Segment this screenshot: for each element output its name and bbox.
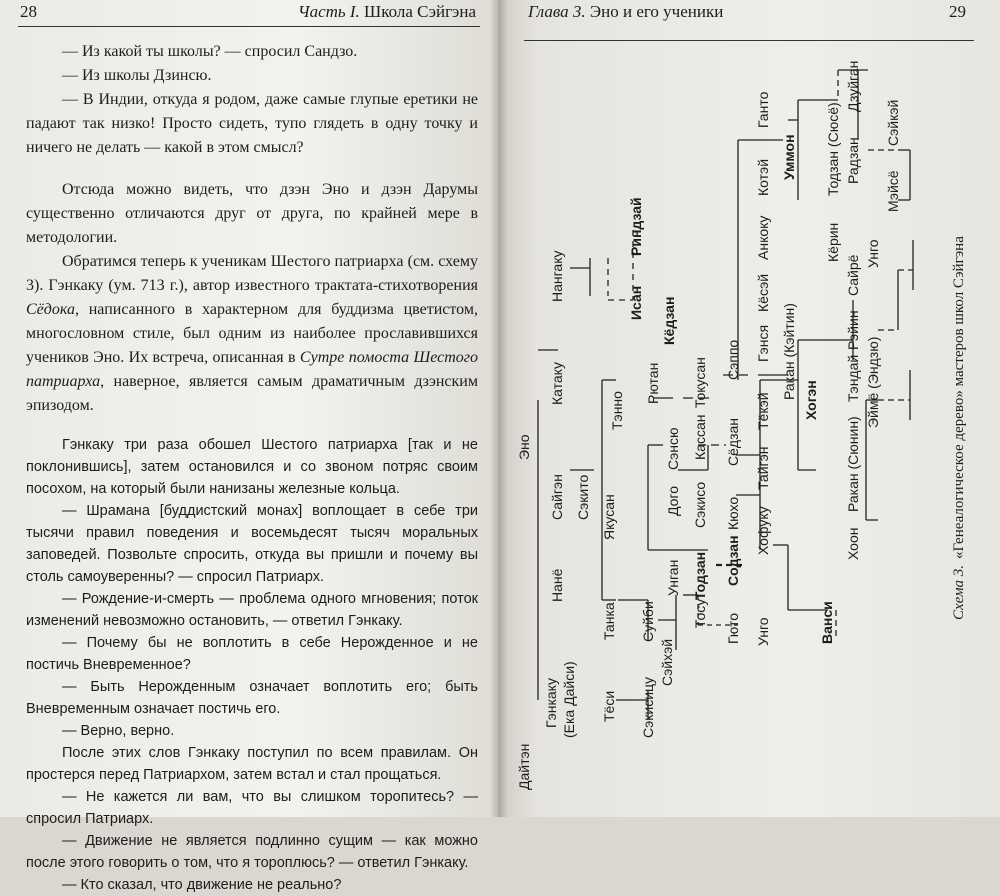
node-kotej: Котэй	[755, 158, 771, 196]
node-sekito: Сэкито	[575, 474, 591, 520]
node-sejhej: Сэйхэй	[659, 638, 675, 686]
node-sekiso: Сэкисо	[692, 481, 708, 528]
caption-text: «Генеалогическое дерево» мастеров школ Сэйгэна	[951, 236, 967, 559]
dialog-block	[26, 40, 478, 160]
title-italic: Сёдока	[26, 301, 75, 318]
quote-line: — Почему бы не воплотить в себе Нерожденное и не постичь Вневременное?	[26, 635, 478, 673]
node-nangaku: Нангаку	[549, 250, 565, 302]
node-tosu: Тосу	[692, 598, 708, 628]
quote-line: — Не кажется ли вам, что вы слишком торопитесь? — спросил Патриарх.	[26, 789, 478, 827]
node-sedzan: Сёдзан	[725, 417, 741, 466]
tree-nodes	[516, 61, 901, 790]
node-sajgen: Сайгэн	[549, 474, 565, 520]
node-sodzan: Содзан	[725, 535, 741, 586]
node-rakan-keitin: Ракан (Кэйтин)	[781, 303, 797, 400]
node-dzuigan: Дзуйган	[845, 60, 861, 112]
node-hofuku: Хофуку	[755, 506, 771, 555]
body-text	[26, 40, 478, 896]
quote-line: — Быть Нерожденным означает воплотить его; быть Вневременным означает постичь его.	[26, 679, 478, 717]
quote-line: — Движение не является подлинно сущим — как можно после этого говорить о том, что я тороплюсь? — ответил Гэнкаку.	[26, 833, 478, 871]
node-dayten: Дайтэн	[516, 743, 532, 790]
caption	[951, 236, 967, 620]
node-eime: Эймё (Эндзю)	[865, 336, 881, 428]
node-sejkej: Сэйкэй	[885, 99, 901, 146]
node-gengaku: Гэнкаку	[543, 678, 559, 728]
header-rule	[18, 26, 480, 27]
node-ankoku: Анкоку	[755, 215, 771, 260]
dialog-line: — В Индии, откуда я родом, даже самые глупые еретики не падают так низко! Просто сидеть, тупо глядеть в одну точку и ничего не делать — какой в этом смысл?	[26, 91, 478, 156]
running-head-part: Часть I.	[297, 2, 360, 21]
paragraph	[26, 250, 478, 418]
node-nane: Нанё	[549, 568, 565, 602]
dialog-line: — Из какой ты школы? — спросил Сандзо.	[62, 43, 358, 60]
node-tendaj: Тэндай	[845, 354, 861, 402]
running-head-title: Эно и его ученики	[589, 2, 724, 21]
page-number: 29	[949, 2, 966, 21]
left-page	[0, 0, 498, 893]
book-spine	[490, 0, 508, 817]
quote-line: После этих слов Гэнкаку поступил по всем правилам. Он простерся перед Патриархом, затем встал и стал прощаться.	[26, 745, 478, 783]
node-tanka: Танка	[601, 602, 617, 640]
node-eno: Эно	[516, 434, 532, 460]
quote-line: — Шрамана [буддистский монах] воплощает в себе три тысячи правил поведения и восемьдесят тысяч моральных заповедей. Позвольте спросить, откуда вы пришли и почему вы столь самоуверенны? — спросил Патриарх.	[26, 503, 478, 585]
paragraph-text: , написанного в характерном для буддизма цветистом, многословном стиле, был одним из наиболее прославившихся учеников Эно. Их встреча, описанная в	[26, 301, 478, 366]
quote-line: — Верно, верно.	[62, 723, 175, 739]
node-todzan: Тодзан	[692, 551, 708, 600]
node-mejse: Мэйсё	[885, 170, 901, 212]
node-rajin: Рэйин	[845, 310, 861, 350]
node-kassan: Кассан	[692, 414, 708, 460]
node-kesej: Кёсэй	[755, 273, 771, 312]
quote-block	[26, 434, 478, 896]
paragraph-text: Обратимся теперь к ученикам Шестого патриарха (см. схему 3). Гэнкаку (ум. 713 г.), автор известного трактата-стихотворения	[26, 253, 478, 294]
node-ungo: Унго	[755, 617, 771, 646]
paragraph-text: , наверное, является самым драматичным дзэнским эпизодом.	[26, 373, 478, 414]
node-kedzan: Кёдзан	[661, 296, 677, 345]
node-kataku: Катаку	[549, 362, 565, 405]
running-head-left	[298, 2, 476, 22]
node-tenno: Тэнно	[609, 391, 625, 430]
node-isan: Исан	[628, 285, 644, 320]
quote-line: — Рождение-и-смерть — проблема одного мгновения; поток изменений невозможно остановить, — ответил Гэнкаку.	[26, 591, 478, 629]
node-ungo2: Унго	[865, 239, 881, 268]
caption-label: Схема 3.	[951, 564, 967, 620]
node-gyuto: Гюто	[725, 612, 741, 644]
node-suibi: Суйби	[640, 601, 656, 642]
quote-line: Гэнкаку три раза обошел Шестого патриарха [так и не поклонившись], затем остановился и со звоном потряс своим посохом, на который были нанизаны железные кольца.	[26, 437, 478, 497]
running-head-chapter: Глава 3.	[528, 2, 586, 21]
running-head-title: Школа Сэйгэна	[364, 2, 476, 21]
node-hogen: Хогэн	[803, 380, 819, 420]
quote-line: — Кто сказал, что движение не реально?	[62, 877, 342, 893]
node-tekei: Тёкэй	[755, 392, 771, 430]
node-dogo: Дого	[665, 485, 681, 516]
page-number: 28	[20, 2, 37, 21]
paragraph: Отсюда можно видеть, что дзэн Эно и дзэн Дарумы существенно отличаются друг от друга, по крайней мере в методологии.	[26, 181, 478, 246]
diagram-caption	[951, 236, 967, 620]
node-kerin: Кёрин	[825, 222, 841, 262]
node-ryutan: Рютан	[645, 362, 661, 404]
node-sajre: Сайрё	[845, 254, 861, 296]
node-tajgen: Тайгэн	[755, 446, 771, 490]
node-hoon: Хоон	[845, 527, 861, 560]
node-kyuho: Кюхо	[725, 496, 741, 530]
node-seppo: Сэппо	[725, 339, 741, 380]
node-ummon: Уммон	[781, 134, 797, 180]
node-gensya: Гэнся	[755, 324, 771, 362]
node-tesi: Тёси	[601, 690, 617, 722]
right-page	[498, 0, 1000, 817]
node-gengaku-alt: (Ека Дайси)	[561, 661, 577, 738]
node-radzan: Радзан	[845, 137, 861, 184]
node-rindzaj: Риндзай	[628, 197, 644, 256]
page-number-left	[20, 2, 37, 22]
node-sekishitsu: Сэкисицу	[640, 676, 656, 738]
node-tokusan: Токусан	[692, 357, 708, 408]
node-todzan-syuse: Тодзан (Сюсё)	[825, 102, 841, 196]
node-sensyu: Сэнсю	[665, 427, 681, 470]
genealogy-diagram	[498, 0, 1000, 817]
node-jakusan: Якусан	[601, 494, 617, 540]
dialog-line: — Из школы Дзинсю.	[62, 67, 212, 84]
node-ungan: Унган	[665, 559, 681, 596]
node-ganto: Ганто	[755, 91, 771, 128]
title-italic: Сутре помоста Шестого патриарха	[26, 349, 479, 390]
node-rakan-syunin: Ракан (Сюнин)	[845, 416, 861, 512]
node-vansi: Ванси	[819, 601, 835, 644]
